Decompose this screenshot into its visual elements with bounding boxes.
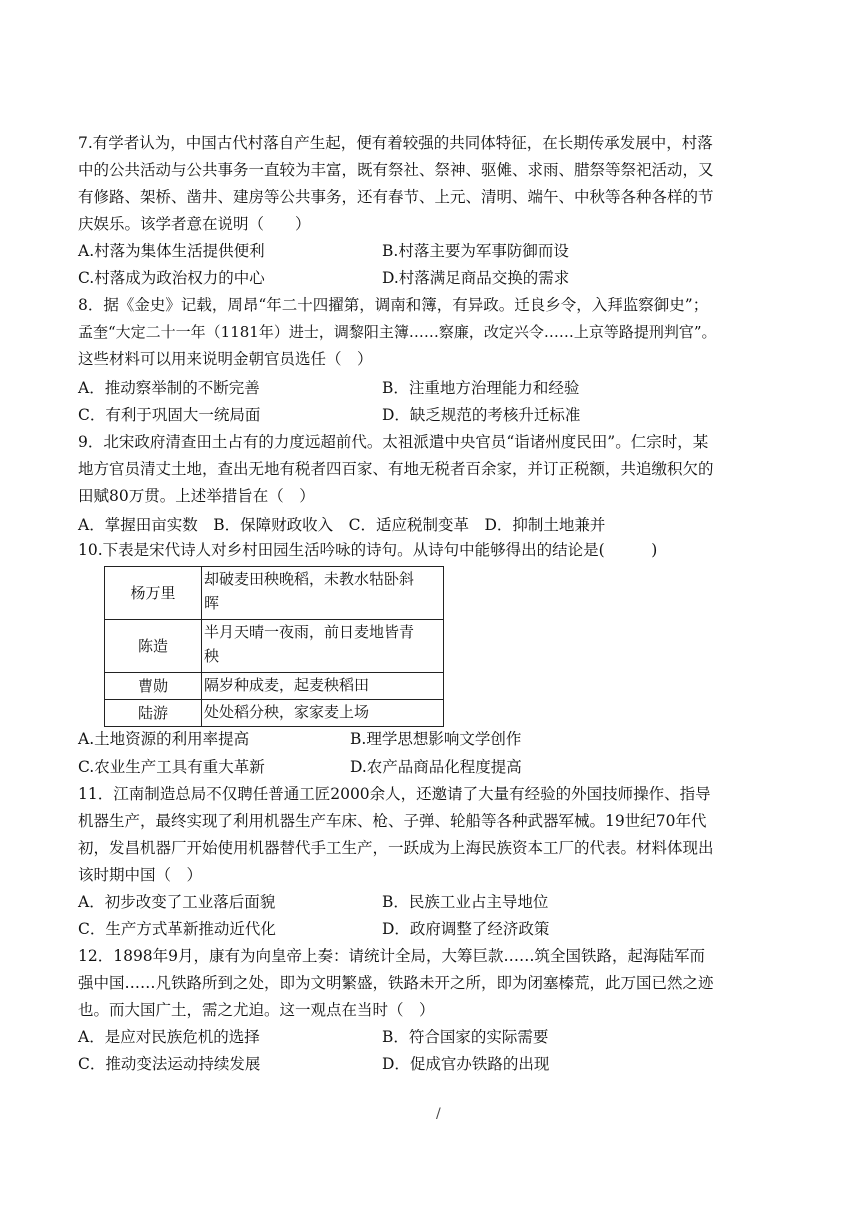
q7-stem-line-1: 7.有学者认为，中国古代村落自产生起，便有着较强的共同体特征，在长期传承发展中，村落 [78, 134, 713, 152]
q11-option-c: C．生产方式革新推动近代化 [78, 920, 276, 938]
table-row [105, 620, 444, 673]
q9-stem-line-1: 9．北宋政府清查田土占有的力度远超前代。太祖派遣中央官员“诣诸州度民田”。仁宗时，某 [78, 433, 709, 451]
q8-option-c: C．有利于巩固大一统局面 [78, 406, 261, 424]
q7-option-b: B.村落主要为军事防御而设 [382, 242, 569, 260]
q10-poem-table [104, 566, 444, 728]
verse-cell [202, 567, 444, 620]
q12-option-a: A．是应对民族危机的选择 [78, 1028, 260, 1046]
q10-option-b: B.理学思想影响文学创作 [350, 730, 522, 748]
q9-options: A．掌握田亩实数 B．保障财政收入 C．适应税制变革 D．抑制土地兼并 [78, 516, 606, 534]
verse-cell [202, 673, 444, 700]
poet-cell: 杨万里 [105, 567, 202, 620]
poet-cell: 陈造 [105, 620, 202, 673]
q11-stem-line-3: 初，发昌机器厂开始使用机器替代手工生产，一跃成为上海民族资本工厂的代表。材料体现出 [78, 839, 714, 857]
q11-option-a: A．初步改变了工业落后面貌 [78, 893, 276, 911]
page-number-mark: / [436, 1106, 441, 1122]
q7-stem-line-4: 庆娱乐。该学者意在说明（ ） [78, 215, 311, 233]
q8-option-b: B．注重地方治理能力和经验 [382, 379, 580, 397]
q8-stem-line-2: 孟奎“大定二十一年（1181年）进士，调黎阳主簿……察廉，改定兴令……上京等路提刑判官”。 [78, 323, 717, 341]
q7-option-c: C.村落成为政治权力的中心 [78, 269, 265, 287]
verse-line: 晖 [204, 594, 220, 612]
q8-stem-line-1: 8．据《金史》记载，周昂“年二十四擢第，调南和簿，有异政。迁良乡令，入拜监察御史”； [78, 296, 709, 314]
q7-option-a: A.村落为集体生活提供便利 [78, 242, 265, 260]
q11-option-b: B．民族工业占主导地位 [382, 893, 549, 911]
verse-cell [202, 620, 444, 673]
table-row [105, 567, 444, 620]
q7-stem-line-3: 有修路、架桥、凿井、建房等公共事务，还有春节、上元、清明、端午、中秋等各种各样的节 [78, 188, 714, 206]
q11-stem-line-2: 机器生产，最终实现了利用机器生产车床、枪、子弹、轮船等各种武器军械。19世纪70年代 [78, 812, 707, 830]
verse-line: 半月天晴一夜雨，前日麦地皆青 [204, 623, 415, 641]
q11-stem-line-1: 11．江南制造总局不仅聘任普通工匠2000余人，还邀请了大量有经验的外国技师操作、指导 [78, 785, 711, 803]
q11-option-d: D．政府调整了经济政策 [382, 920, 550, 938]
q10-option-d: D.农产品商品化程度提高 [350, 758, 522, 776]
verse-line: 处处稻分秧，家家麦上场 [204, 703, 370, 721]
verse-line: 隔岁种成麦，起麦秧稻田 [204, 676, 370, 694]
table-row [105, 700, 444, 727]
poet-cell: 陆游 [105, 700, 202, 727]
q12-option-c: C．推动变法运动持续发展 [78, 1055, 261, 1073]
q8-option-d: D．缺乏规范的考核升迁标准 [382, 406, 581, 424]
verse-line: 却破麦田秧晚稻，未教水牯卧斜 [204, 570, 415, 588]
q12-option-d: D．促成官办铁路的出现 [382, 1055, 550, 1073]
q9-stem-line-2: 地方官员清丈土地，查出无地有税者四百家、有地无税者百余家，并订正税额，共追缴积欠的 [78, 460, 714, 478]
q12-stem-line-2: 强中国……凡铁路所到之处，即为文明繁盛，铁路未开之所，即为闭塞榛荒，此万国已然之迹 [78, 974, 714, 992]
q12-stem-line-3: 也。而大国广土，需之尤迫。这一观点在当时（ ） [78, 1001, 435, 1019]
q8-option-a: A．推动察举制的不断完善 [78, 379, 260, 397]
q12-stem-line-1: 12．1898年9月，康有为向皇帝上奏：请统计全局，大筹巨款……筑全国铁路，起海陆军而 [78, 947, 706, 965]
q7-option-d: D.村落满足商品交换的需求 [382, 269, 570, 287]
q10-stem: 10.下表是宋代诗人对乡村田园生活吟咏的诗句。从诗句中能够得出的结论是( ) [78, 541, 658, 559]
q8-stem-line-3: 这些材料可以用来说明金朝官员选任（ ） [78, 350, 373, 368]
q9-stem-line-3: 田赋80万贯。上述举措旨在（ ） [78, 487, 315, 505]
poet-cell: 曹勋 [105, 673, 202, 700]
verse-cell [202, 700, 444, 727]
q7-stem-line-2: 中的公共活动与公共事务一直较为丰富，既有祭社、祭神、驱傩、求雨、腊祭等祭祀活动，又 [78, 161, 714, 179]
q11-stem-line-4: 该时期中国（ ） [78, 866, 203, 884]
table-row [105, 673, 444, 700]
q10-option-a: A.土地资源的利用率提高 [78, 730, 250, 748]
q10-option-c: C.农业生产工具有重大革新 [78, 758, 265, 776]
q12-option-b: B．符合国家的实际需要 [382, 1028, 549, 1046]
verse-line: 秧 [204, 647, 220, 665]
